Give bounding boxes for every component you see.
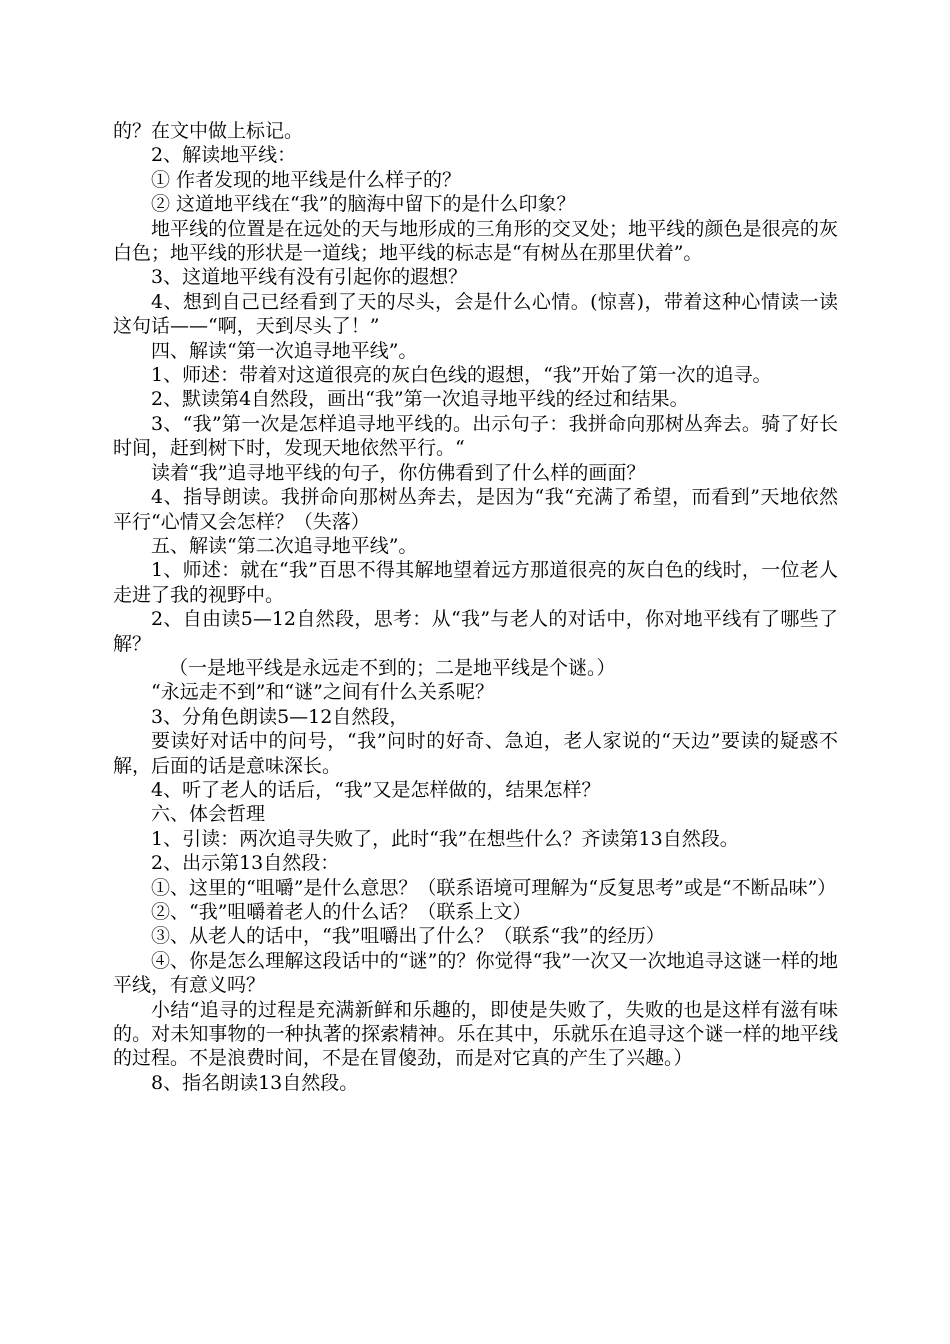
- paragraph: 读着“我”追寻地平线的句子，你仿佛看到了什么样的画面？: [151, 461, 646, 484]
- paragraph: 3、“我”第一次是怎样追寻地平线的。出示句子：我拼命向那树丛奔去。骑了好长时间，赶到树下时，发现天地依然平行。“: [113, 412, 838, 460]
- paragraph: 2、自由读5—12自然段，思考：从“我”与老人的对话中，你对地平线有了哪些了解？: [113, 608, 838, 655]
- paragraph: 要读好对话中的问号，“我”问时的好奇、急迫，老人家说的“天边”要读的疑惑不解，后面的话是意味深长。: [113, 730, 838, 777]
- paragraph: 的？在文中做上标记。: [113, 120, 304, 142]
- paragraph: 四、解读“第一次追寻地平线”。: [151, 339, 418, 362]
- paragraph: “永远走不到”和“谜”之间有什么关系呢？: [151, 681, 494, 704]
- paragraph: ④、你是怎么理解这段话中的“谜”的？你觉得“我”一次又一次地追寻这谜一样的地平线，有意义吗？: [113, 949, 838, 997]
- paragraph: 1、师述：就在“我”百思不得其解地望着远方那道很亮的灰白色的线时，一位老人走进了我的视野中。: [113, 559, 838, 606]
- document-body: [113, 119, 838, 1095]
- paragraph: 五、解读“第二次追寻地平线”。: [151, 534, 418, 557]
- paragraph: ①、这里的“咀嚼”是什么意思？（联系语境可理解为“反复思考”或是“不断品味”）: [151, 876, 837, 899]
- paragraph: （一是地平线是永远走不到的；二是地平线是个谜。）: [169, 656, 616, 679]
- paragraph: 小结“追寻的过程是充满新鲜和乐趣的，即使是失败了，失败的也是这样有滋有味的。对未知事物的一种执著的探索精神。乐在其中，乐就乐在追寻这个谜一样的地平线的过程。不是浪费时间，不是在冒傻劲，而是对它真的产生了兴趣。）: [113, 998, 838, 1070]
- paragraph: 六、体会哲理: [151, 803, 266, 826]
- paragraph: ②、“我”咀嚼着老人的什么话？（联系上文）: [151, 901, 532, 923]
- paragraph: 4、指导朗读。我拼命向那树丛奔去，是因为“我“充满了希望，而看到”天地依然平行“心情又会怎样？（失落）: [113, 486, 838, 533]
- paragraph: 3、分角色朗读5—12自然段，: [151, 705, 409, 728]
- paragraph: 1、师述：带着对这道很亮的灰白色线的遐想，“我”开始了第一次的追寻。: [151, 364, 772, 387]
- paragraph: 2、解读地平线：: [151, 144, 297, 167]
- paragraph: ③、从老人的话中，“我”咀嚼出了什么？（联系“我”的经历）: [151, 925, 665, 948]
- paragraph: ① 作者发现的地平线是什么样子的？: [151, 168, 462, 191]
- paragraph: 1、引读：两次追寻失败了，此时“我”在想些什么？齐读第13自然段。: [151, 827, 739, 850]
- paragraph: 8、指名朗读13自然段。: [151, 1071, 359, 1094]
- paragraph: 4、听了老人的话后，“我”又是怎样做的，结果怎样？: [151, 778, 601, 801]
- paragraph: 2、出示第13自然段：: [151, 852, 340, 875]
- paragraph: 3、这道地平线有没有引起你的遐想？: [151, 266, 468, 289]
- paragraph: 2、默读第4自然段，画出“我”第一次追寻地平线的经过和结果。: [151, 388, 689, 411]
- paragraph: ② 这道地平线在“我”的脑海中留下的是什么印象？: [151, 193, 576, 216]
- paragraph: 地平线的位置是在远处的天与地形成的三角形的交叉处；地平线的颜色是很亮的灰白色；地平线的形状是一道线；地平线的标志是“有树丛在那里伏着”。: [113, 217, 838, 265]
- paragraph: 4、想到自己已经看到了天的尽头，会是什么心情。(惊喜)，带着这种心情读一读这句话——“啊，天到尽头了！”: [113, 290, 838, 338]
